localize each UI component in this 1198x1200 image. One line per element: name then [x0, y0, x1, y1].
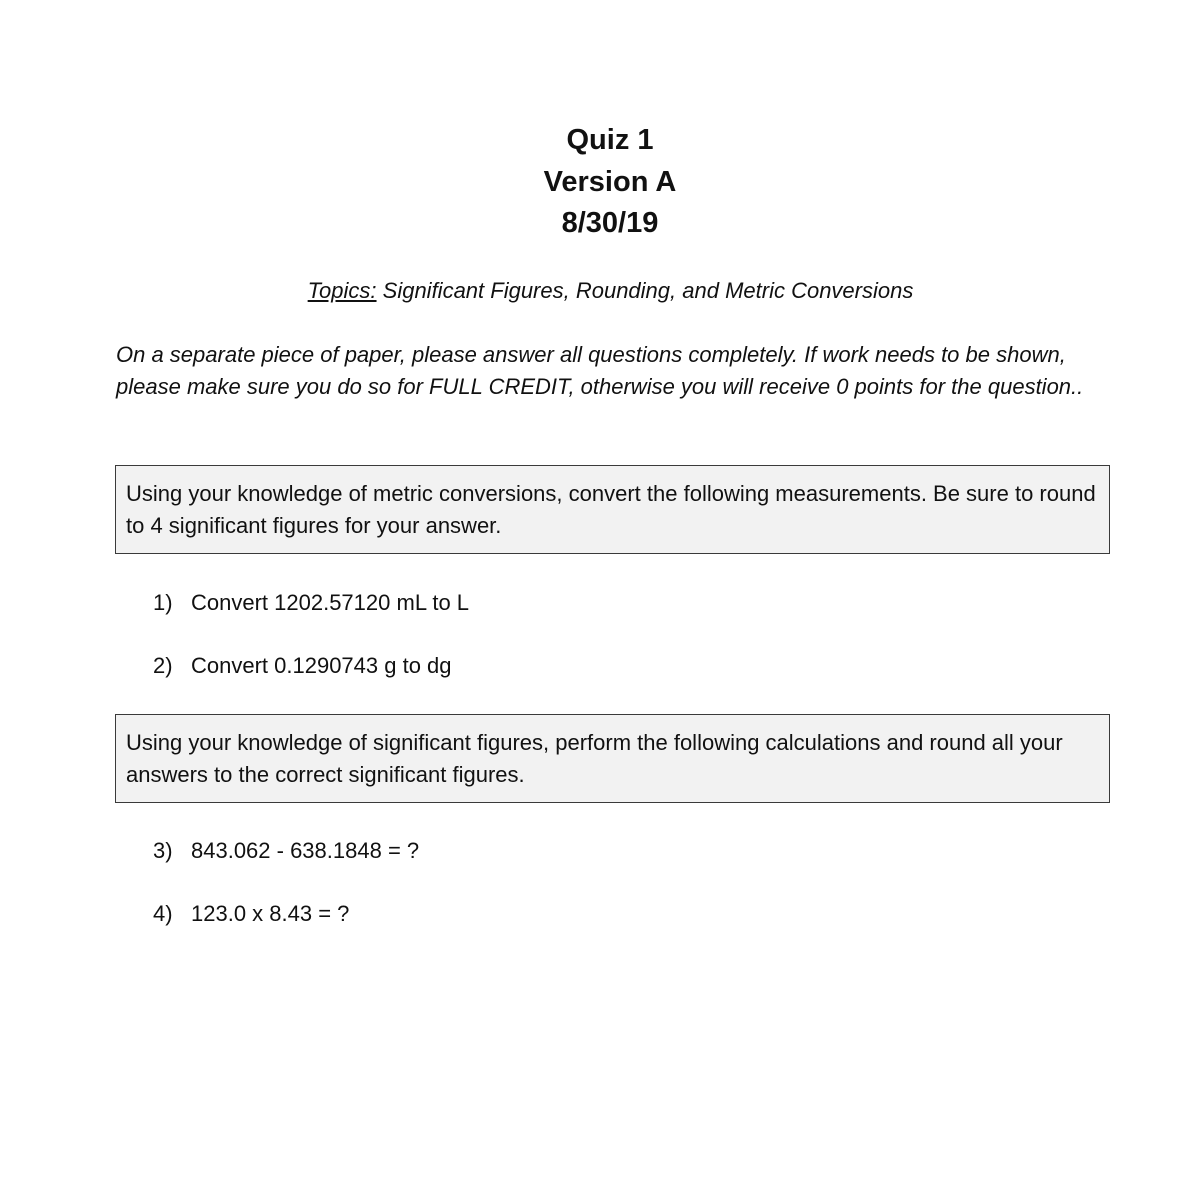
section-1-prompt-box: [115, 465, 1110, 554]
question-2: [153, 651, 452, 681]
topics-text: Significant Figures, Rounding, and Metric Conversions: [376, 278, 914, 303]
instructions-paragraph: On a separate piece of paper, please answer all questions completely. If work needs to be shown, please make sure you do so for FULL CREDIT, otherwise you will receive 0 points for the question..: [116, 342, 1084, 399]
question-number: 2): [153, 653, 173, 678]
question-text: 123.0 x 8.43 = ?: [191, 901, 350, 926]
section-2-prompt-box: [115, 714, 1110, 803]
question-text: 843.062 - 638.1848 = ?: [191, 838, 420, 863]
question-4: [153, 899, 349, 929]
question-3: [153, 836, 419, 866]
quiz-version: Version A: [543, 165, 677, 198]
question-number: 1): [153, 590, 173, 615]
section-2-prompt: Using your knowledge of significant figures, perform the following calculations and round all your answers to the correct significant figures.: [126, 730, 1063, 787]
question-number: 3): [153, 838, 173, 863]
question-1: [153, 588, 469, 618]
topics-label: Topics:: [307, 278, 377, 303]
quiz-header: [0, 120, 1198, 245]
question-text: Convert 1202.57120 mL to L: [191, 590, 470, 615]
question-text: Convert 0.1290743 g to dg: [191, 653, 452, 678]
quiz-title: Quiz 1: [566, 124, 654, 156]
topics-line: [0, 276, 1198, 306]
quiz-date: 8/30/19: [561, 207, 659, 239]
section-1-prompt: Using your knowledge of metric conversions, convert the following measurements. Be sure to round to 4 significant figures for your answer.: [126, 481, 1096, 538]
question-number: 4): [153, 901, 173, 926]
